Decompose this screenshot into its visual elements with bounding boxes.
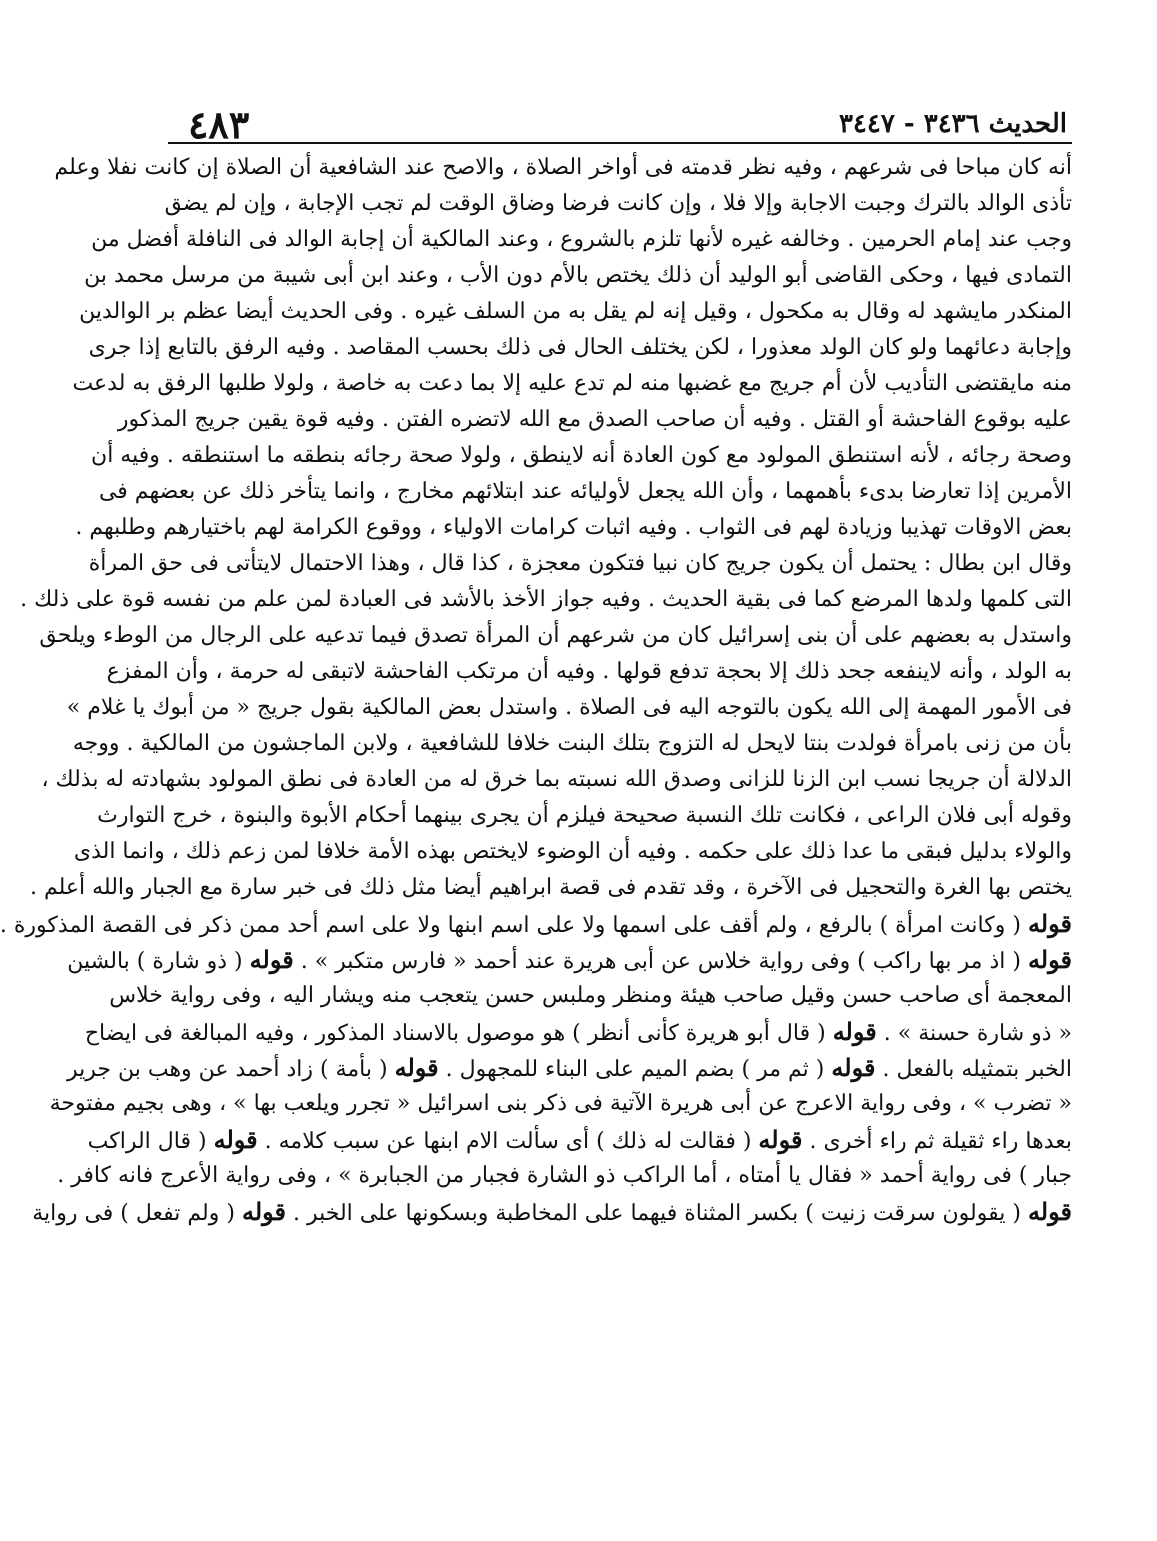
- running-title: الحديث ٣٤٣٦ - ٣٤٤٧: [838, 109, 1067, 139]
- text-line: [75, 510, 1072, 546]
- commentary-text: [0, 150, 1072, 1230]
- text-line: [66, 690, 1072, 726]
- line-text: ( ذو شارة ) بالشين: [67, 949, 243, 974]
- line-text: وقال ابن بطال : يحتمل أن يكون جريج كان نبيا فتكون معجزة ، كذا قال ، وهذا الاحتمال لايتأتى فى حق المرأة: [88, 551, 1072, 576]
- text-line: [87, 1122, 1072, 1158]
- text-line: [73, 834, 1072, 870]
- line-text: تأذى الوالد بالترك وجبت الاجابة وإلا فلا ، وإن كانت فرضا وضاق الوقت لم تجب الإجابة ، وإن لم يضق: [164, 191, 1072, 216]
- qawluh-marker: قوله: [394, 1053, 439, 1082]
- line-text: بأن من زنى بامرأة فولدت بنتا لايحل له التزوج بتلك البنت خلافا للشافعية ، ولابن الماجشون من المالكية . ووجه: [72, 731, 1072, 756]
- line-text: ( وكانت امرأة ) بالرفع ، ولم أقف على اسمها ولا على اسم ابنها ولا على اسم أحد ممن ذكر فى القصة المذكورة .: [0, 913, 1021, 938]
- text-line: [20, 582, 1072, 618]
- text-line: [84, 258, 1072, 294]
- line-text: عليه بوقوع الفاحشة أو القتل . وفيه أن صاحب الصدق مع الله لاتضره الفتن . وفيه قوة يقين جريج المذكور: [117, 407, 1072, 432]
- text-line: [164, 186, 1072, 222]
- page-header: [168, 80, 1072, 147]
- line-text: يختص بها الغرة والتحجيل فى الآخرة ، وقد تقدم فى قصة ابراهيم أيضا مثل ذلك فى خبر سارة مع الجبار والله أعلم .: [29, 875, 1072, 900]
- text-line: [66, 1050, 1072, 1086]
- line-text: وجب عند إمام الحرمين . وخالفه غيره لأنها تلزم بالشروع ، وعند المالكية أن إجابة الوالد فى النافلة أفضل من: [91, 227, 1072, 252]
- line-text: وإجابة دعائهما ولو كان الولد معذورا ، لكن يختلف الحال فى ذلك بحسب المقاصد . وفيه الرفق بالتابع إذا جرى: [88, 335, 1072, 360]
- text-line: [109, 978, 1072, 1014]
- text-line: [54, 150, 1072, 186]
- text-line: [79, 294, 1072, 330]
- line-text: التى كلمها ولدها المرضع كما فى بقية الحديث . وفيه جواز الأخذ بالأشد فى العبادة لمن علم من نفسه قوة على ذلك .: [20, 587, 1072, 612]
- text-line: [39, 618, 1072, 654]
- text-line: [0, 906, 1072, 942]
- qawluh-marker: قوله: [831, 1053, 876, 1082]
- text-line: [91, 438, 1072, 474]
- line-text: المعجمة أى صاحب حسن وقيل صاحب هيئة ومنظر وملبس حسن يتعجب منه ويشار اليه ، وفى رواية خلاس: [109, 983, 1072, 1008]
- text-line: [84, 1014, 1072, 1050]
- qawluh-marker: قوله: [213, 1125, 258, 1154]
- text-line: [57, 1158, 1072, 1194]
- line-text: ( قال أبو هريرة كأنى أنظر ) هو موصول بالاسناد المذكور ، وفيه المبالغة فى ايضاح: [84, 1021, 826, 1046]
- line-text: الأمرين إذا تعارضا بدىء بأهمهما ، وأن الله يجعل لأوليائه عند ابتلائهم مخارج ، وانما يتأخر ذلك عن بعضهم فى: [98, 479, 1072, 504]
- line-text: ( ثم مر ) بضم الميم على البناء للمجهول .: [445, 1057, 825, 1082]
- line-text: ( فقالت له ذلك ) أى سألت الام ابنها عن سبب كلامه .: [264, 1129, 752, 1154]
- line-text: فى الأمور المهمة إلى الله يكون بالتوجه اليه فى الصلاة . واستدل بعض المالكية بقول جريج « من أبوك يا غلام »: [66, 695, 1072, 720]
- qawluh-marker: قوله: [758, 1125, 803, 1154]
- line-text: به الولد ، وأنه لاينفعه جحد ذلك إلا بحجة تدفع قولها . وفيه أن مرتكب الفاحشة لاتبقى له حرمة ، وأن المفزع: [106, 659, 1072, 684]
- text-line: [98, 474, 1072, 510]
- text-line: [91, 222, 1072, 258]
- header-rule: [168, 142, 1072, 144]
- line-text: « تضرب » ، وفى رواية الاعرج عن أبى هريرة الآتية فى ذكر بنى اسرائيل « تجرر ويلعب بها » ، وهى بجيم مفتوحة: [49, 1091, 1072, 1116]
- text-line: [106, 654, 1072, 690]
- line-text: الخبر بتمثيله بالفعل .: [882, 1057, 1072, 1082]
- text-line: [88, 546, 1072, 582]
- text-line: [29, 870, 1072, 906]
- line-text: أنه كان مباحا فى شرعهم ، وفيه نظر قدمته فى أواخر الصلاة ، والاصح عند الشافعية أن الصلاة إن كانت نفلا وعلم: [54, 155, 1072, 180]
- qawluh-marker: قوله: [1027, 945, 1072, 974]
- line-text: ( اذ مر بها راكب ) وفى رواية خلاس عن أبى هريرة عند أحمد « فارس متكبر » .: [300, 949, 1021, 974]
- text-line: [88, 330, 1072, 366]
- line-text: ( ولم تفعل ) فى رواية: [32, 1201, 235, 1226]
- line-text: المنكدر مايشهد له وقال به مكحول ، وقيل إنه لم يقل به من السلف غيره . وفى الحديث أيضا عظم بر الوالدين: [79, 299, 1072, 324]
- line-text: واستدل به بعضهم على أن بنى إسرائيل كان من شرعهم أن المرأة تصدق فيما تدعيه على الرجال من الوطء ويلحق: [39, 623, 1072, 648]
- text-line: [49, 1086, 1072, 1122]
- line-text: وقوله أبى فلان الراعى ، فكانت تلك النسبة صحيحة فيلزم أن يجرى بينهما أحكام الأبوة والبنوة ، خرج التوارث: [97, 803, 1072, 828]
- line-text: وصحة رجائه ، لأنه استنطق المولود مع كون العادة أنه لاينطق ، ولولا صحة رجائه بنطقه ما استنطقه . وفيه أن: [91, 443, 1072, 468]
- line-text: الدلالة أن جريجا نسب ابن الزنا للزانى وصدق الله نسبته بما خرق له من العادة فى نطق المولود بشهادته له بذلك ،: [41, 767, 1072, 792]
- line-text: ( يقولون سرقت زنيت ) بكسر المثناة فيهما على المخاطبة وبسكونها على الخبر .: [293, 1201, 1021, 1226]
- line-text: بعض الاوقات تهذيبا وزيادة لهم فى الثواب . وفيه اثبات كرامات الاولياء ، ووقوع الكرامة لهم باختيارهم وطلبهم .: [75, 515, 1072, 540]
- qawluh-marker: قوله: [832, 1017, 877, 1046]
- line-text: ( بأمة ) زاد أحمد عن وهب بن جرير: [66, 1057, 388, 1082]
- qawluh-marker: قوله: [249, 945, 294, 974]
- qawluh-marker: قوله: [1027, 1197, 1072, 1226]
- text-line: [32, 1194, 1072, 1230]
- qawluh-marker: قوله: [1027, 909, 1072, 938]
- line-text: ( قال الراكب: [87, 1129, 207, 1154]
- qawluh-marker: قوله: [241, 1197, 287, 1226]
- text-line: [97, 798, 1072, 834]
- line-text: والولاء بدليل فبقى ما عدا ذلك على حكمه . وفيه أن الوضوء لايختص بهذه الأمة خلافا لمن زعم ذلك ، وانما الذى: [73, 839, 1072, 864]
- line-text: بعدها راء ثقيلة ثم راء أخرى .: [809, 1129, 1072, 1154]
- line-text: منه مايقتضى التأديب لأن أم جريج مع غضبها منه لم تدع عليه إلا بما دعت به خاصة ، ولولا طلبها الرفق به لدعت: [72, 371, 1072, 396]
- text-line: [117, 402, 1072, 438]
- line-text: جبار ) فى رواية أحمد « فقال يا أمتاه ، أما الراكب ذو الشارة فجبار من الجبابرة » ، وفى رواية الأعرج فانه كافر .: [57, 1163, 1072, 1188]
- text-line: [67, 942, 1072, 978]
- text-line: [72, 726, 1072, 762]
- line-text: « ذو شارة حسنة » .: [883, 1021, 1072, 1046]
- text-line: [72, 366, 1072, 402]
- page-number: ٤٨٣: [188, 102, 250, 147]
- text-line: [41, 762, 1072, 798]
- line-text: التمادى فيها ، وحكى القاضى أبو الوليد أن ذلك يختص بالأم دون الأب ، وعند ابن أبى شيبة من مرسل محمد بن: [84, 263, 1072, 288]
